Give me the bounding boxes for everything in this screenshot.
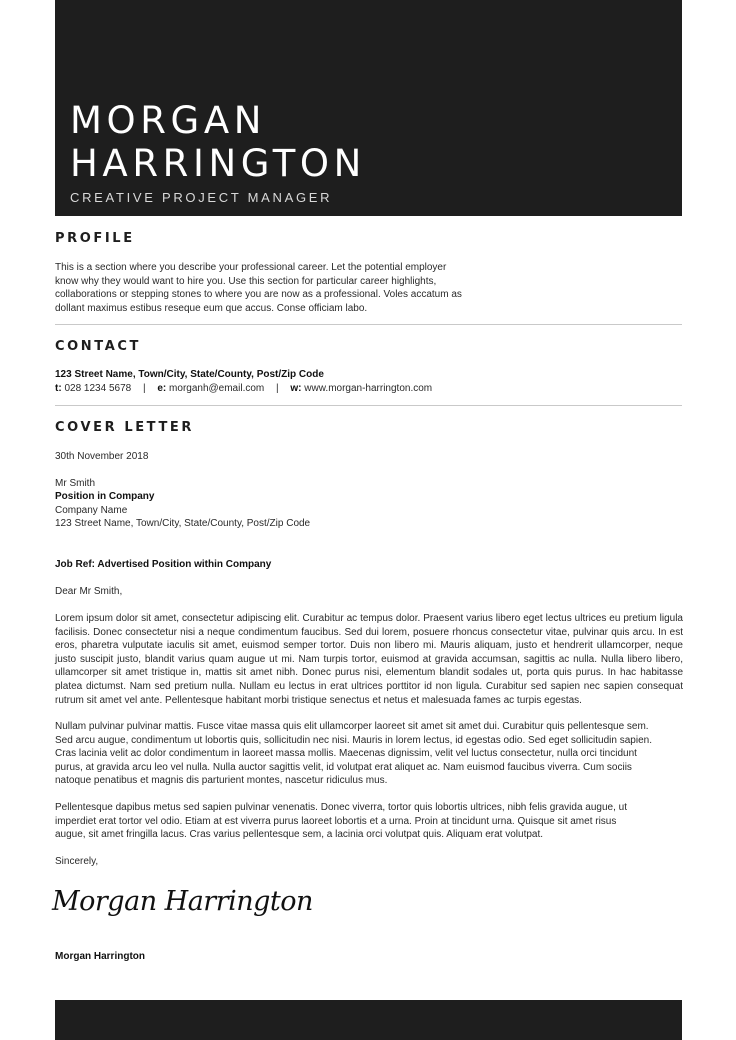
contact-details xyxy=(55,382,432,396)
profile-heading: PROFILE xyxy=(55,231,135,246)
recipient-position: Position in Company xyxy=(55,491,155,502)
web-label: w: xyxy=(290,383,302,394)
letter-date: 30th November 2018 xyxy=(55,451,149,462)
letter-paragraph: Pellentesque dapibus metus sed sapien pulvinar venenatis. Donec viverra, tortor quis lobortis ultrices, nibh felis gravida augue, ut imperdiet erat tortor vel odio. Etiam at est viverra purus laoreet lobortis et a urna. Proin at tincidunt urna. Quisque sit amet risus augue, sit amet fringilla lacus. Cras varius pellentesque sem, a lacinia orci volutpat quis. Aliquam erat volutpat. xyxy=(55,802,627,841)
letter-paragraph: Lorem ipsum dolor sit amet, consectetur adipiscing elit. Curabitur ac tempus dolor. Praesent varius libero eget lectus ultrices eu pretium ligula facilisis. Donec consectetur nisi a neque condimentum faucibus. Sed dui lorem, posuere rhoncus consectetur vitae, pulvinar quis arcu. In est eros, pharetra vulputate iaculis sit amet, euismod semper tortor. Duis non libero mi. Mauris aliquam, justo et hendrerit ullamcorper, neque justo suscipit justo, blandit varius quam augue ut mi. Nam turpis tortor, euismod at gravida accumsan, sagittis ac nulla. Nulla libero libero, ullamcorper sit amet tristique in, mattis sit amet nibh. Donec purus nisi, elementum blandit sodales ut, porta quis purus. In hac habitasse platea dictumst. Nam sed pretium nulla. Nullam eu lectus in erat ultrices porttitor id non ligula. Curabitur sed sapien nec sapien consequat rutrum sit amet vel ante. Pellentesque habitant morbi tristique senectus et netus et malesuada fames ac turpis egestas. xyxy=(55,613,683,706)
divider xyxy=(55,405,682,406)
header-banner xyxy=(55,0,682,216)
job-title: CREATIVE PROJECT MANAGER xyxy=(70,190,333,205)
job-reference: Job Ref: Advertised Position within Company xyxy=(55,559,272,570)
profile-text: This is a section where you describe your professional career. Let the potential employer know why they would want to hire you. Use this section for particular career highlights, collaborations or stepping stones to where you are now as a professional. Voles accatum as dollant maximus estibus reseque eum que accus. Conse officiam labo. xyxy=(55,262,462,314)
contact-heading: CONTACT xyxy=(55,339,141,354)
first-name: MORGAN xyxy=(70,99,267,142)
signed-name: Morgan Harrington xyxy=(55,951,145,962)
phone-number: 028 1234 5678 xyxy=(64,383,132,394)
salutation: Dear Mr Smith, xyxy=(55,586,123,597)
cover-letter-heading: COVER LETTER xyxy=(55,420,195,435)
recipient-address: 123 Street Name, Town/City, State/County, Post/Zip Code xyxy=(55,518,311,529)
letter-paragraph: Nullam pulvinar pulvinar mattis. Fusce vitae massa quis elit ullamcorper laoreet sit amet sit amet dui. Curabitur quis pellentesque sem. Sed arcu augue, condimentum ut lobortis quis, sollicitudin nec nisi. Mauris in lorem lectus, id egestas odio. Sed eget sollicitudin sapien. Cras lacinia velit ac dolor condimentum in laoreet massa mollis. Maecenas dignissim, velit vel luctus consectetur, nulla orci tincidunt purus, at gravida arcu leo vel nulla. Nulla auctor sagittis velit, id volutpat erat aliquet ac. Nam euismod faucibus viverra. Cum sociis natoque penatibus et magnis dis parturient montes, nascetur ridiculus mus. xyxy=(55,721,652,787)
signature: Morgan Harrington xyxy=(52,886,313,917)
separator: | xyxy=(142,383,146,394)
separator: | xyxy=(276,383,279,394)
email-link[interactable]: morganh@email.com xyxy=(169,383,265,394)
divider xyxy=(55,324,682,325)
phone-label: t: xyxy=(55,383,62,394)
recipient-company: Company Name xyxy=(55,505,128,516)
recipient-name: Mr Smith xyxy=(55,478,95,489)
website-link[interactable]: www.morgan-harrington.com xyxy=(304,383,433,394)
closing: Sincerely, xyxy=(55,856,99,867)
last-name: HARRINGTON xyxy=(70,142,366,185)
email-label: e: xyxy=(157,383,167,394)
footer-banner xyxy=(55,1000,682,1040)
contact-address: 123 Street Name, Town/City, State/County, Post/Zip Code xyxy=(55,369,324,380)
